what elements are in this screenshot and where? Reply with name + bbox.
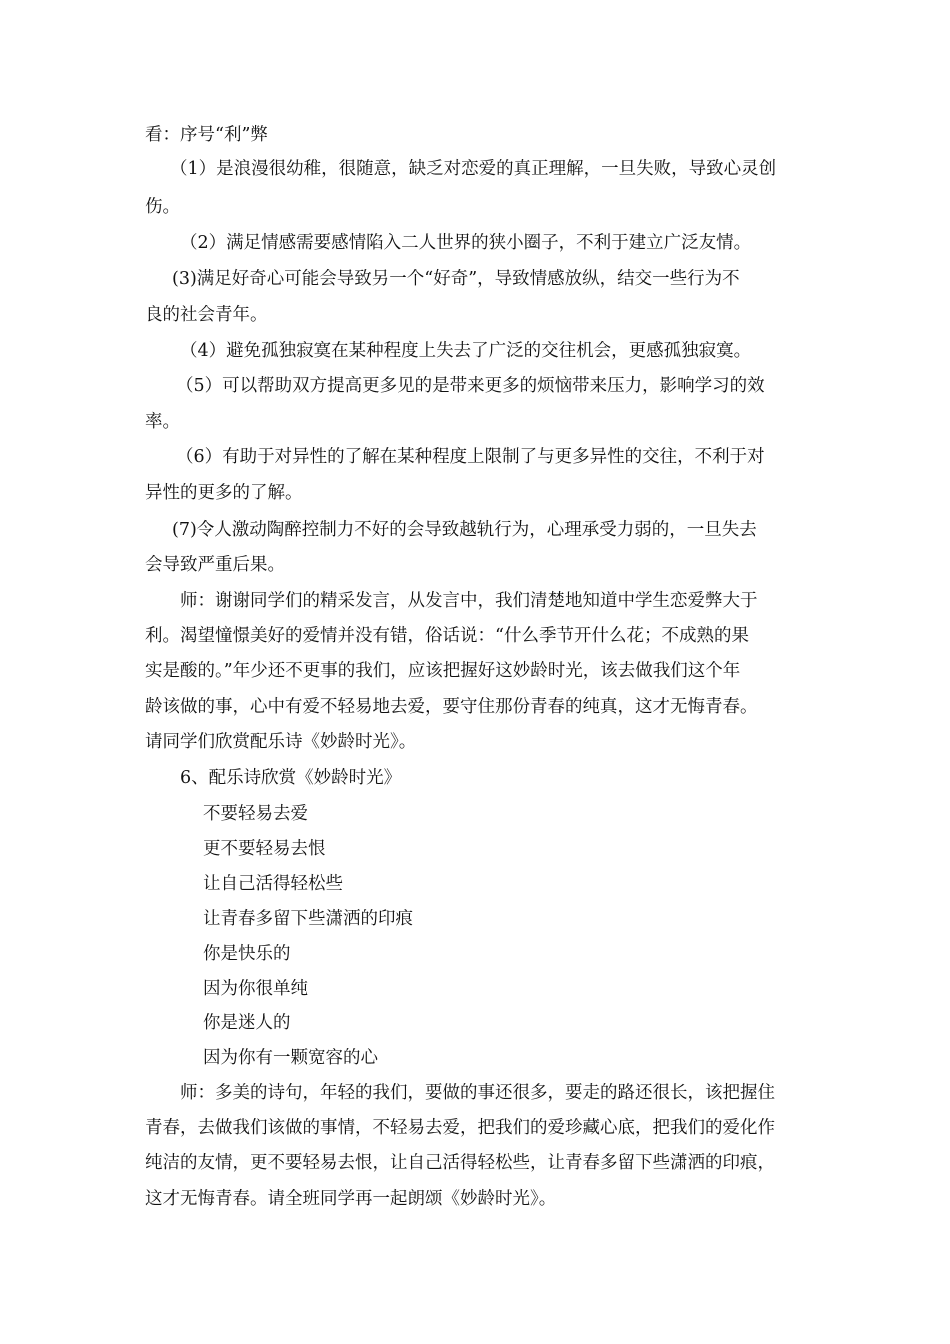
text-line: 伤。	[145, 197, 180, 217]
text-line: （1）是浪漫很幼稚，很随意，缺乏对恋爱的真正理解，一旦失败，导致心灵创	[170, 159, 777, 179]
text-line: 师：多美的诗句，年轻的我们，要做的事还很多，要走的路还很长，该把握住	[180, 1083, 775, 1103]
text-line: (3)满足好奇心可能会导致另一个“好奇”，导致情感放纵，结交一些行为不	[172, 269, 740, 289]
text-line: （6）有助于对异性的了解在某种程度上限制了与更多异性的交往，不利于对	[176, 447, 765, 467]
poem-line: 因为你很单纯	[203, 979, 308, 999]
text-line: 看：序号“利”弊	[145, 125, 268, 145]
text-line: 请同学们欣赏配乐诗《妙龄时光》。	[145, 732, 417, 752]
text-line: （4）避免孤独寂寞在某种程度上失去了广泛的交往机会，更感孤独寂寞。	[180, 341, 752, 361]
text-line: 师：谢谢同学们的精采发言，从发言中，我们清楚地知道中学生恋爱弊大于	[180, 591, 758, 611]
poem-line: 因为你有一颗宽容的心	[203, 1048, 378, 1068]
section-heading: 6、配乐诗欣赏《妙龄时光》	[180, 768, 402, 788]
poem-line: 不要轻易去爱	[203, 804, 308, 824]
text-line: 青春，去做我们该做的事情，不轻易去爱，把我们的爱珍藏心底，把我们的爱化作	[145, 1118, 775, 1138]
text-line: 良的社会青年。	[145, 305, 268, 325]
text-line: 这才无悔青春。请全班同学再一起朗颂《妙龄时光》。	[145, 1189, 557, 1209]
text-line: 利。渴望憧憬美好的爱情并没有错，俗话说：“什么季节开什么花；不成熟的果	[145, 626, 749, 646]
text-line: (7)令人激动陶醉控制力不好的会导致越轨行为，心理承受力弱的，一旦失去	[172, 520, 757, 540]
poem-line: 你是快乐的	[203, 944, 291, 964]
text-line: 异性的更多的了解。	[145, 483, 303, 503]
text-line: 会导致严重后果。	[145, 555, 285, 575]
poem-line: 让青春多留下些潇洒的印痕	[203, 909, 413, 929]
text-line: （2）满足情感需要感情陷入二人世界的狭小圈子，不利于建立广泛友情。	[180, 233, 752, 253]
poem-line: 让自己活得轻松些	[203, 874, 343, 894]
text-line: 率。	[145, 412, 180, 432]
text-line: 实是酸的。”年少还不更事的我们，应该把握好这妙龄时光，该去做我们这个年	[145, 661, 741, 681]
text-line: （5）可以帮助双方提高更多见的是带来更多的烦恼带来压力，影响学习的效	[176, 376, 765, 396]
text-line: 龄该做的事，心中有爱不轻易地去爱，要守住那份青春的纯真，这才无悔青春。	[145, 697, 758, 717]
text-line: 纯洁的友情，更不要轻易去恨，让自己活得轻松些，让青春多留下些潇洒的印痕，	[145, 1153, 775, 1173]
poem-line: 更不要轻易去恨	[203, 839, 326, 859]
poem-line: 你是迷人的	[203, 1013, 291, 1033]
